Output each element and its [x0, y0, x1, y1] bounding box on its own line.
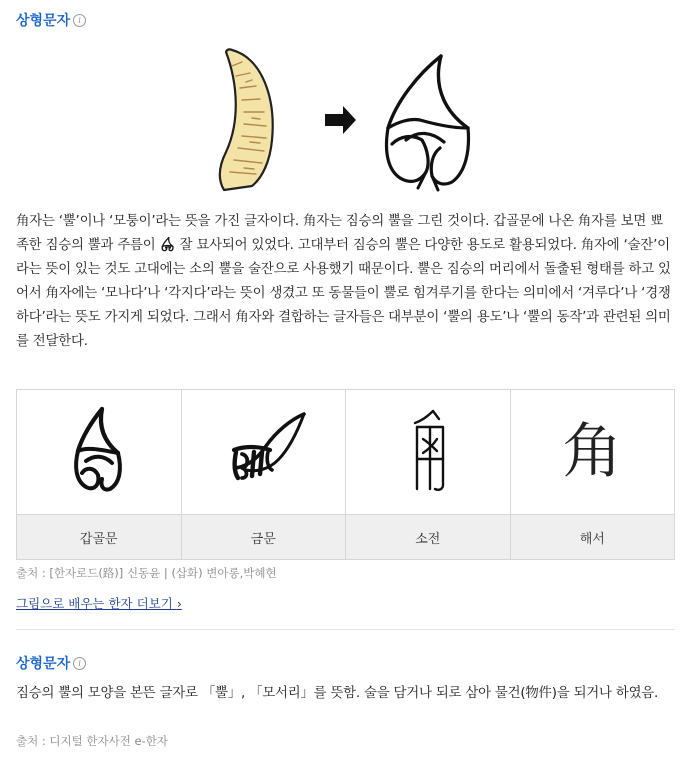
description-paragraph	[16, 210, 671, 354]
cell-bronze	[181, 390, 346, 515]
label-small-seal: 소전	[346, 515, 511, 560]
dictionary-definition: 짐승의 뿔의 모양을 본뜬 글자로 「뿔」, 「모서리」를 뜻함. 술을 담거나 되로 삼아 물건(物件)을 되거나 하였음.	[16, 686, 659, 701]
info-icon[interactable]: i	[73, 657, 86, 670]
oracle-glyph-large	[387, 56, 469, 190]
bronze-script-glyph	[218, 410, 308, 490]
label-oracle-bone: 갑골문	[17, 515, 182, 560]
section-title-text: 상형문자	[16, 13, 71, 29]
section-title-pictograph	[16, 10, 86, 30]
right-arrow-icon	[325, 106, 356, 134]
source-credit-2: 출처 : 디지털 한자사전 e-한자	[16, 734, 168, 748]
regular-script-character: 角	[562, 417, 623, 487]
paragraph-text-end: 잘 묘사되어 있었다. 고대부터 짐승의 뿔은 다양한 용도로 활용되었다. 角자에 ‘술잔’이라는 뜻이 있는 것도 고대에는 소의 뿔을 술잔으로 사용했기 때문이다. 뿔은 짐승의 머리에서 돌출된 형태를 하고 있어서 角자에는 ‘모나다’나 ‘각지다’라는 뜻이 생겼고 또 동물들이 뿔로 힘겨루기를 한다는 의미에서 ‘겨루다’나 ‘경쟁하다’라는 뜻도 가지게 되었다. 그래서 角자와 결합하는 글자들은 대부분이 ‘뿔의 용도’나 ‘뿔의 동작’과 관련된 의미를 전달한다.	[16, 238, 671, 349]
cell-oracle-bone	[17, 390, 182, 515]
small-seal-script-glyph	[403, 405, 453, 495]
chevron-right-icon: ›	[176, 596, 182, 611]
more-link-label[interactable]: 그림으로 배우는 한자 더보기	[16, 596, 173, 611]
cell-small-seal	[346, 390, 511, 515]
label-regular: 해서	[510, 515, 675, 560]
oracle-bone-script-glyph	[64, 405, 134, 495]
source-credit: 출처 : [한자로드(路)] 신동윤 | (삽화) 변아롱,박혜현	[16, 566, 277, 580]
label-bronze: 금문	[181, 515, 346, 560]
section-title-text-2: 상형문자	[16, 656, 71, 672]
script-evolution-table	[16, 389, 675, 560]
cell-regular	[510, 390, 675, 515]
paragraph-text-start: 角자는 ‘뿔’이나 ‘모퉁이’라는 뜻을 가진 글자이다. 角자는 짐승의 뿔을 그린 것이다. 갑골문에 나온 角자를 보면 뾰족한 짐승의 뿔과 주름이	[16, 214, 663, 253]
section-divider	[16, 629, 675, 630]
horn-illustration	[220, 49, 273, 190]
oracle-bone-glyph	[160, 236, 176, 252]
info-icon[interactable]: i	[73, 14, 86, 27]
more-link[interactable]	[16, 594, 182, 612]
horn-to-glyph-illustration	[0, 44, 691, 194]
section-title-pictograph-2	[16, 653, 86, 673]
